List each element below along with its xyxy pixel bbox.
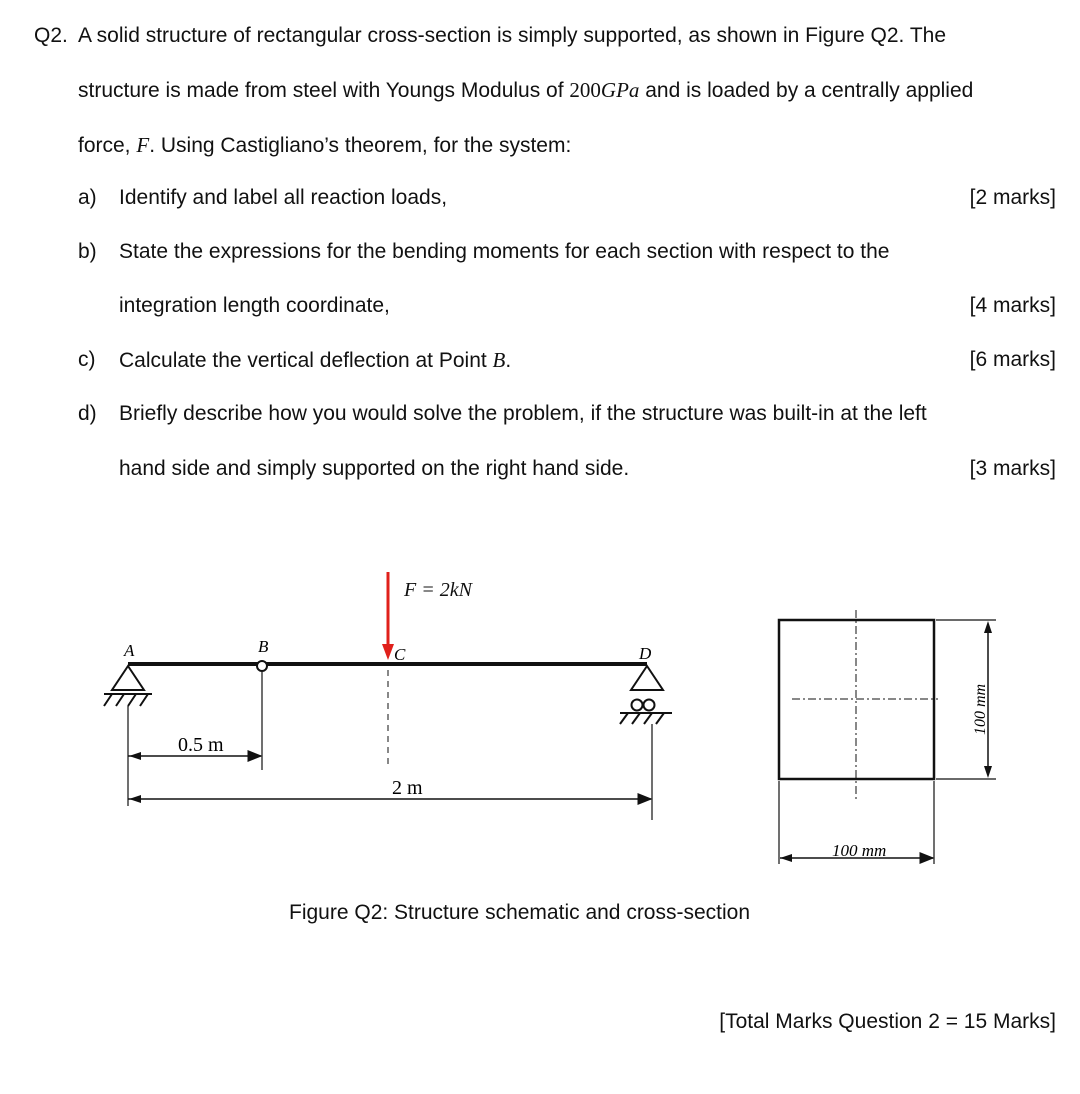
question-line-3-pre: force, (78, 134, 137, 157)
part-b-text-1: State the expressions for the bending moments for each section with respect to the (119, 240, 890, 263)
dimension-ab-start-arrow (129, 752, 141, 760)
question-line-1: A solid structure of rectangular cross-section is simply supported, as shown in Figure Q2. The (78, 24, 947, 47)
part-a-label: a) (78, 186, 97, 209)
part-a-marks: [2 marks] (969, 186, 1056, 209)
part-b-marks: [4 marks] (969, 294, 1056, 317)
part-b-label: b) (78, 240, 97, 263)
section-width-start-arrow (780, 854, 792, 862)
part-c-label: c) (78, 348, 96, 371)
question-number: Q2. (34, 24, 68, 47)
force-label: F = 2kN (404, 579, 472, 601)
part-d-label: d) (78, 402, 97, 425)
question-line-2-pre: structure is made from steel with Youngs Modulus of (78, 79, 570, 102)
figure-caption: Figure Q2: Structure schematic and cross-section (289, 901, 751, 924)
force-symbol: F (136, 133, 150, 157)
point-b-label: B (258, 637, 269, 656)
pin-support-a (104, 666, 152, 706)
point-b-symbol: B (492, 348, 506, 372)
hinge-b (257, 661, 267, 671)
part-c-text-post: . (505, 349, 512, 372)
dimension-ad-label: 2 m (392, 777, 423, 799)
point-c-label: C (394, 645, 406, 664)
section-height-bottom-arrow (984, 766, 992, 778)
question-line-2-post: and is loaded by a centrally applied (639, 79, 974, 102)
part-d-marks: [3 marks] (969, 457, 1056, 480)
part-b-text-2: integration length coordinate, (119, 294, 390, 317)
section-height-top-arrow (984, 621, 992, 633)
section-width-label: 100 mm (832, 841, 887, 860)
dimension-ab-label: 0.5 m (178, 734, 224, 756)
part-d-text-1: Briefly describe how you would solve the problem, if the structure was built-in at the left (119, 402, 927, 425)
dimension-ad-start-arrow (129, 795, 141, 803)
part-d-text-2: hand side and simply supported on the right hand side. (119, 457, 630, 480)
question-line-3-post: . Using Castigliano’s theorem, for the system: (149, 134, 572, 157)
point-d-label: D (639, 644, 652, 663)
roller-support-d (620, 666, 672, 724)
part-c-marks: [6 marks] (969, 348, 1056, 371)
force-arrow (382, 572, 394, 660)
modulus-unit: GPa (600, 78, 640, 102)
modulus-value: 200 (569, 78, 601, 102)
point-a-label: A (124, 641, 135, 660)
part-c-text-pre: Calculate the vertical deflection at Point (119, 349, 493, 372)
part-a-text: Identify and label all reaction loads, (119, 186, 448, 209)
section-height-label: 100 mm (972, 683, 989, 735)
total-marks: [Total Marks Question 2 = 15 Marks] (719, 1010, 1056, 1033)
